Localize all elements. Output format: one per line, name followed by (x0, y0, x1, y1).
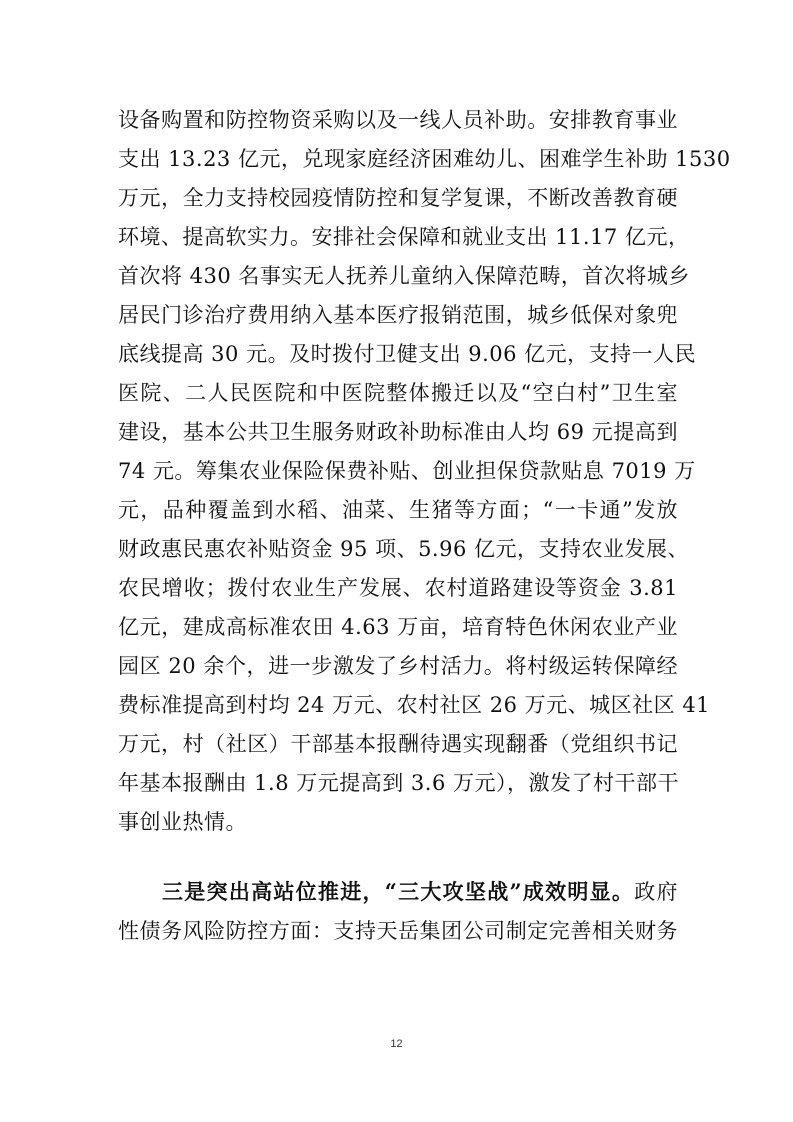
paragraph-1-line-6: 居民门诊治疗费用纳入基本医疗报销范围，城乡低保对象兜 (118, 303, 678, 327)
paragraph-1-line-14: 亿元，建成高标准农田 4.63 万亩，培育特色休闲农业产业 (118, 615, 678, 639)
paragraph-1-line-8: 医院、二人民医院和中医院整体搬迁以及“空白村”卫生室 (118, 381, 678, 405)
paragraph-1-line-16: 费标准提高到村均 24 万元、农村社区 26 万元、城区社区 41 (118, 693, 711, 717)
paragraph-1-line-3: 万元，全力支持校园疫情防控和复学复课，不断改善教育硬 (118, 186, 678, 210)
paragraph-1-line-13: 农民增收；拨付农业生产发展、农村道路建设等资金 3.81 (118, 576, 678, 600)
paragraph-1-line-11: 元，品种覆盖到水稻、油菜、生猪等方面；“一卡通”发放 (118, 498, 678, 522)
paragraph-1-line-9: 建设，基本公共卫生服务财政补助标准由人均 69 元提高到 (118, 420, 678, 444)
paragraph-1-line-17: 万元，村（社区）干部基本报酬待遇实现翻番（党组织书记 (118, 732, 678, 756)
page-number: 12 (390, 1038, 403, 1050)
paragraph-1-line-12: 财政惠民惠农补贴资金 95 项、5.96 亿元，支持农业发展、 (118, 537, 690, 561)
paragraph-1-line-10: 74 元。筹集农业保险保费补贴、创业担保贷款贴息 7019 万 (118, 459, 696, 483)
paragraph-1-line-1: 设备购置和防控物资采购以及一线人员补助。安排教育事业 (118, 108, 678, 132)
paragraph-1-line-18: 年基本报酬由 1.8 万元提高到 3.6 万元），激发了村干部干 (118, 771, 679, 795)
paragraph-1-line-5: 首次将 430 名事实无人抚养儿童纳入保障范畴，首次将城乡 (118, 264, 690, 288)
section-heading-lead: 三是突出高站位推进，“三大攻坚战”成效明显。 (162, 879, 635, 904)
paragraph-1-line-7: 底线提高 30 元。及时拨付卫健支出 9.06 亿元，支持一人民 (118, 342, 697, 366)
paragraph-1-line-2: 支出 13.23 亿元，兑现家庭经济困难幼儿、困难学生补助 1530 (118, 147, 731, 171)
paragraph-2-line-1 (162, 878, 678, 906)
paragraph-2-line-2: 性债务风险防控方面：支持天岳集团公司制定完善相关财务 (118, 919, 678, 943)
paragraph-1-line-4: 环境、提高软实力。安排社会保障和就业支出 11.17 亿元， (118, 225, 690, 249)
paragraph-1-line-15: 园区 20 余个，进一步激发了乡村活力。将村级运转保障经 (118, 654, 678, 678)
paragraph-1-line-19: 事创业热情。 (118, 810, 247, 834)
paragraph-2-line-1-rest: 政府 (634, 880, 678, 904)
